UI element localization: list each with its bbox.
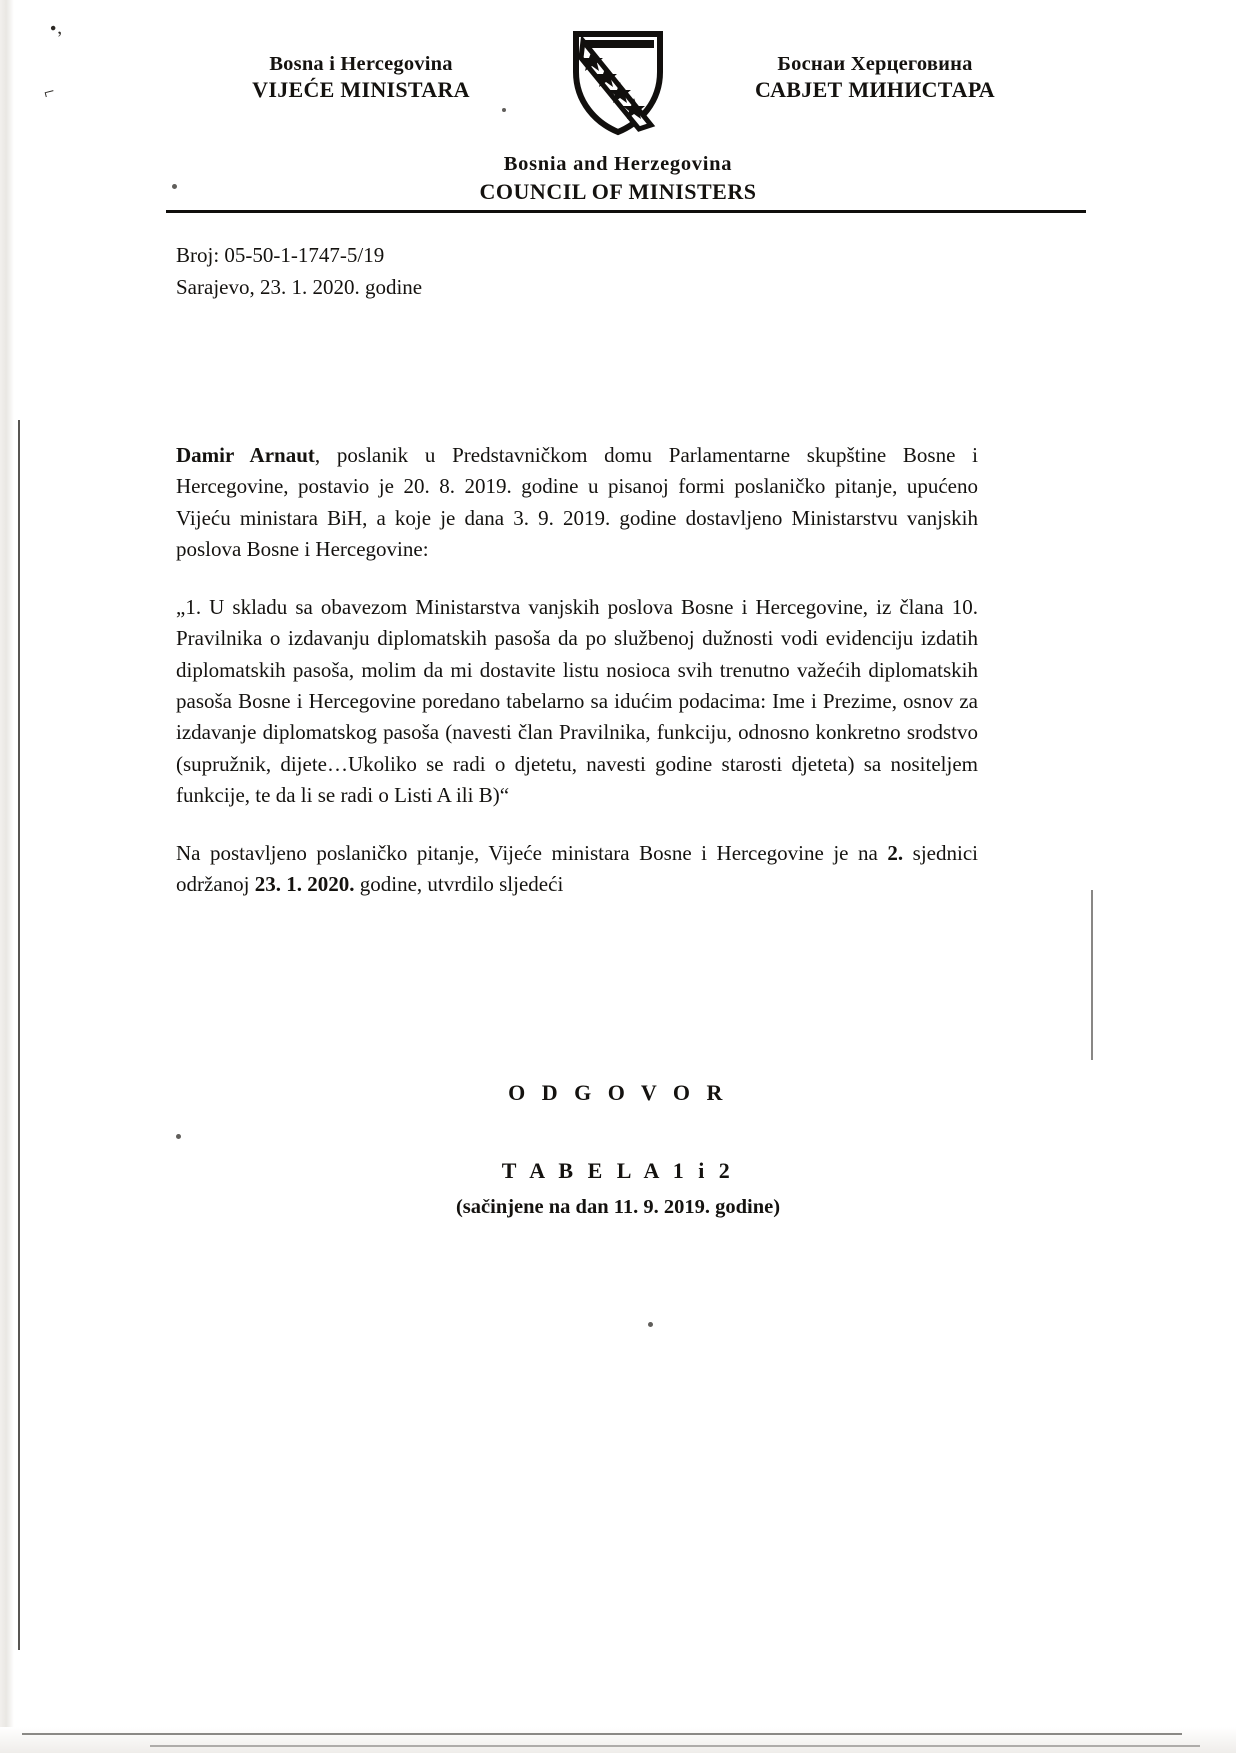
intro-paragraph xyxy=(176,440,978,565)
intro-paragraph-text: , poslanik u Predstavničkom domu Parlamentarne skupštine Bosne i Hercegovine, postavio je 20. 8. 2019. godine u pisanoj formi poslaničko pitanje, upućeno Vijeću ministara BiH, a koje je dana 3. 9. 2019. godine dostavljeno Ministarstvu vanjskih poslova Bosne i Hercegovine: xyxy=(176,443,979,561)
closing-mid: sjednici održanoj xyxy=(176,841,978,897)
letterhead-institution-english: COUNCIL OF MINISTERS xyxy=(479,178,757,204)
scan-speck xyxy=(172,184,177,189)
document-number: Broj: 05-50-1-1747-5/19 xyxy=(176,243,385,267)
quoted-question-paragraph: „1. U skladu sa obavezom Ministarstva vanjskih poslova Bosne i Hercegovine, iz člana 10. Pravilnika o izdavanju diplomatskih pasoša da po službenoj dužnosti vodi evidenciju izdatih diplomatskih pasoša, molim da mi dostavite listu nosioca svih trenutno važećih diplomatskih pasoša Bosne i Hercegovine poredano tabelarno sa idućim podacima: Ime i Prezime, osnov za izdavanje diplomatskog pasoša (navesti član Pravilnika, funkciju, odnosno konkretno srodstvo (supružnik, dijete…Ukoliko se radi o djetetu, navesti godine starosti djeteta) sa nositeljem funkcije, te da li se radi o Listi A ili B)“ xyxy=(176,595,978,807)
letterhead-latin-block xyxy=(181,52,541,104)
closing-pre: Na postavljeno poslaničko pitanje, Vijeće ministara Bosne i Hercegovine je na xyxy=(176,841,888,866)
letterhead-cyrillic-block xyxy=(695,52,1055,104)
session-number: 2. xyxy=(887,841,904,866)
scan-speck xyxy=(502,108,506,112)
stray-mark-top-icon: •, xyxy=(48,17,63,40)
letterhead-country-cyrillic: Боснаи Херцеговина xyxy=(777,53,973,75)
heading-odgovor: O D G O V O R xyxy=(508,1080,728,1105)
coat-of-arms-icon xyxy=(559,28,677,136)
mp-name: Damir Arnaut xyxy=(176,443,315,467)
letterhead-country-english: Bosnia and Herzegovina xyxy=(503,153,733,175)
place-and-date: Sarajevo, 23. 1. 2020. godine xyxy=(176,274,423,299)
letterhead-institution-cyrillic: САВЈЕТ МИНИСТАРА xyxy=(755,77,995,102)
scan-bottom-rule-primary xyxy=(22,1733,1182,1735)
heading-tabela-subtitle: (sačinjene na dan 11. 9. 2019. godine) xyxy=(455,1196,781,1218)
scan-right-rule xyxy=(1091,890,1093,1060)
scan-bottom-edge xyxy=(0,1727,1236,1753)
reference-block xyxy=(176,240,422,304)
letterhead-divider xyxy=(166,210,1086,213)
heading-tabela: T A B E L A 1 i 2 xyxy=(501,1158,735,1183)
closing-paragraph xyxy=(176,838,978,901)
letterhead-country-latin: Bosna i Hercegovina xyxy=(269,53,453,75)
letterhead-top-row xyxy=(0,52,1236,136)
scan-left-edge xyxy=(0,0,14,1753)
stray-mark-second-icon: ⌐ xyxy=(41,81,57,104)
letterhead-english-block xyxy=(0,152,1236,205)
closing-post: godine, utvrdilo sljedeći xyxy=(354,872,564,897)
scan-left-rule xyxy=(18,420,20,1650)
session-date: 23. 1. 2020. xyxy=(254,872,355,897)
scan-speck xyxy=(648,1322,653,1327)
letter-body xyxy=(176,440,978,926)
answer-headings xyxy=(0,1080,1236,1219)
letterhead-institution-latin: VIJEĆE MINISTARA xyxy=(252,77,470,102)
scan-speck xyxy=(176,1134,181,1139)
letterhead xyxy=(0,52,1236,205)
scan-bottom-rule-secondary xyxy=(150,1745,1200,1747)
